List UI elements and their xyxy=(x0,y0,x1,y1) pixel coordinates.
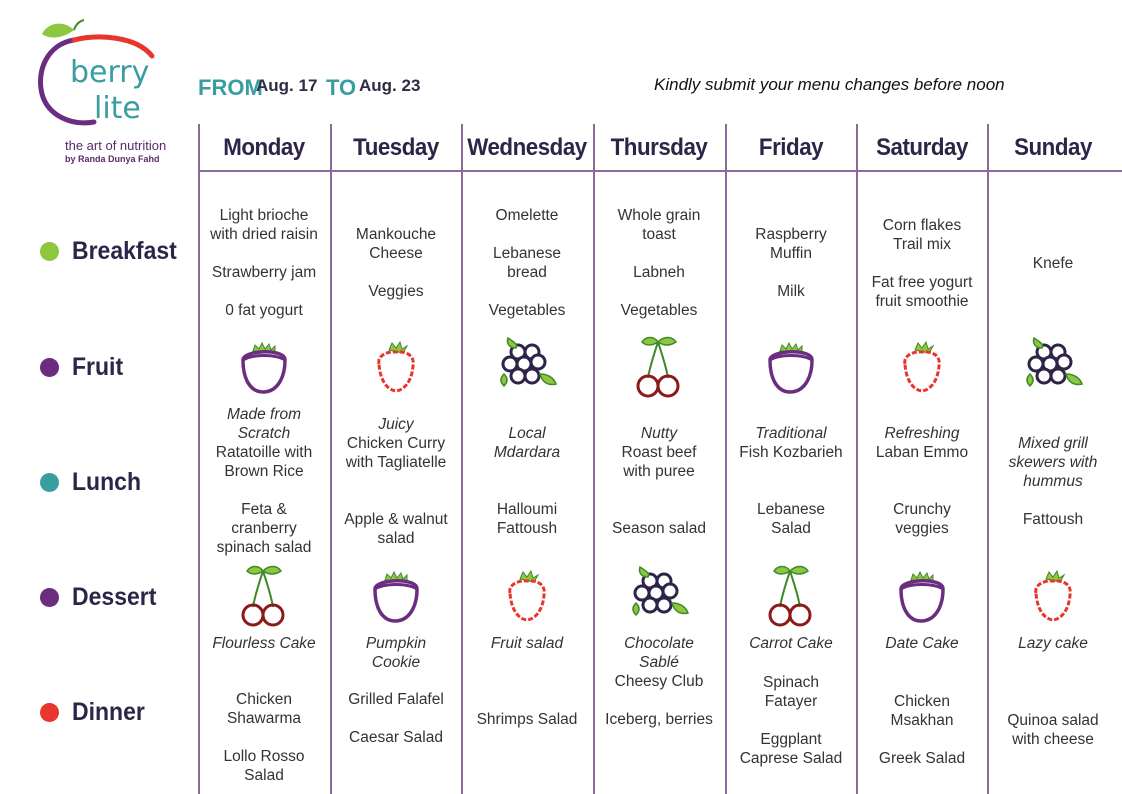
grapes-icon xyxy=(628,563,690,629)
brand-name-line2: lite xyxy=(94,91,141,126)
dessert-cell-wednesday xyxy=(462,634,592,653)
menu-item: Apple & walnut xyxy=(344,511,448,528)
menu-item: salad xyxy=(377,530,415,547)
line-gap xyxy=(594,691,724,710)
meal-dot xyxy=(40,358,59,377)
lunch-cell-friday xyxy=(726,424,856,538)
menu-item: fruit smoothie xyxy=(875,293,969,310)
line-gap xyxy=(857,481,987,500)
special-label: skewers with xyxy=(1008,454,1098,471)
menu-item: Raspberry xyxy=(755,226,827,243)
special-label: Mixed grill xyxy=(1018,435,1088,452)
menu-item: Fattoush xyxy=(1022,511,1084,528)
menu-item: Greek Salad xyxy=(878,750,966,767)
from-label: FROM xyxy=(198,75,263,100)
menu-item: Muffin xyxy=(770,245,812,262)
meal-dot xyxy=(40,473,59,492)
line-gap xyxy=(199,244,329,263)
dessert-cell-saturday xyxy=(857,634,987,653)
special-label: Local xyxy=(508,425,546,442)
dinner-cell-tuesday xyxy=(331,690,461,747)
brand-name-line1: berry xyxy=(70,55,150,90)
meal-label-text: Breakfast xyxy=(72,236,177,265)
menu-item: Whole grain xyxy=(617,207,701,224)
special-label: Pumpkin xyxy=(365,635,427,652)
line-gap xyxy=(331,472,461,491)
breakfast-cell-friday xyxy=(726,225,856,301)
menu-item: bread xyxy=(507,264,547,281)
day-header-saturday: Saturday xyxy=(876,134,968,161)
menu-item: Veggies xyxy=(368,283,424,300)
menu-item: Eggplant xyxy=(760,731,822,748)
line-gap xyxy=(199,728,329,747)
menu-item: Chicken xyxy=(236,691,292,708)
menu-item: Halloumi xyxy=(496,501,558,518)
menu-item: Iceberg, berries xyxy=(605,711,713,728)
lunch-cell-thursday xyxy=(594,424,724,538)
line-gap xyxy=(462,462,592,481)
menu-item: cranberry xyxy=(231,520,297,537)
menu-item: Grilled Falafel xyxy=(348,691,444,708)
menu-item: Shrimps Salad xyxy=(476,711,578,728)
special-label: Mdardara xyxy=(493,444,561,461)
line-gap xyxy=(726,481,856,500)
breakfast-cell-wednesday xyxy=(462,206,592,320)
meal-label-fruit xyxy=(40,352,128,382)
menu-item: Trail mix xyxy=(893,236,951,253)
line-gap xyxy=(857,730,987,749)
meal-label-dinner xyxy=(40,697,151,727)
to-date: Aug. 23 xyxy=(359,76,421,95)
menu-item: with cheese xyxy=(1012,731,1094,748)
special-label: Juicy xyxy=(378,416,414,433)
menu-item: Msakhan xyxy=(890,712,954,729)
menu-item: Chicken Curry xyxy=(346,435,446,452)
line-gap xyxy=(331,263,461,282)
dessert-cell-sunday xyxy=(988,634,1118,653)
from-date: Aug. 17 xyxy=(256,76,318,95)
special-label: Carrot Cake xyxy=(749,635,833,652)
meal-label-text: Dinner xyxy=(72,697,145,726)
line-gap xyxy=(594,500,724,519)
dinner-cell-sunday xyxy=(988,711,1118,749)
menu-item: with dried raisin xyxy=(210,226,318,243)
special-label: Lazy cake xyxy=(1018,635,1088,652)
dinner-cell-thursday xyxy=(594,672,724,729)
menu-item: Caesar Salad xyxy=(349,729,443,746)
menu-item: Milk xyxy=(777,283,805,300)
plum-icon xyxy=(233,334,295,400)
line-gap xyxy=(462,481,592,500)
menu-item: Feta & xyxy=(241,501,287,518)
lunch-cell-sunday xyxy=(988,434,1118,529)
menu-item: Fish Kozbarieh xyxy=(739,444,843,461)
menu-item: Brown Rice xyxy=(224,463,304,480)
line-gap xyxy=(199,481,329,500)
dinner-cell-friday xyxy=(726,673,856,768)
breakfast-cell-monday xyxy=(199,206,329,320)
raspberry-icon xyxy=(496,563,558,629)
menu-item: with Tagliatelle xyxy=(345,454,447,471)
line-gap xyxy=(726,462,856,481)
brand-tagline: the art of nutrition xyxy=(65,138,167,153)
line-gap xyxy=(726,263,856,282)
line-gap xyxy=(594,244,724,263)
dessert-cell-monday xyxy=(199,634,329,653)
line-gap xyxy=(199,282,329,301)
menu-item: Knefe xyxy=(1032,255,1074,272)
menu-item: Quinoa salad xyxy=(1007,712,1099,729)
menu-item: Vegetables xyxy=(620,302,698,319)
line-gap xyxy=(594,481,724,500)
day-header-monday: Monday xyxy=(223,134,305,161)
menu-item: Fattoush xyxy=(496,520,558,537)
menu-item: Cheese xyxy=(369,245,423,262)
lunch-cell-wednesday xyxy=(462,424,592,538)
menu-item: toast xyxy=(642,226,676,243)
meal-dot xyxy=(40,703,59,722)
meal-dot xyxy=(40,242,59,261)
brand-byline: by Randa Dunya Fahd xyxy=(65,154,160,164)
lunch-cell-monday xyxy=(199,405,329,557)
menu-item: veggies xyxy=(895,520,949,537)
raspberry-icon xyxy=(1022,563,1084,629)
menu-item: Ratatoille with xyxy=(215,444,313,461)
menu-item: Lollo Rosso xyxy=(223,748,305,765)
menu-item: Chicken xyxy=(894,693,950,710)
dinner-cell-wednesday xyxy=(462,710,592,729)
special-label: hummus xyxy=(1023,473,1083,490)
cherries-icon xyxy=(233,563,295,629)
special-label: Nutty xyxy=(640,425,678,442)
grapes-icon xyxy=(496,334,558,400)
day-header-thursday: Thursday xyxy=(610,134,708,161)
to-label: TO xyxy=(326,75,357,100)
line-gap xyxy=(594,282,724,301)
dinner-cell-saturday xyxy=(857,692,987,768)
menu-item: Light brioche xyxy=(219,207,309,224)
day-header-wednesday: Wednesday xyxy=(467,134,587,161)
special-label: Cookie xyxy=(371,654,421,671)
day-header-tuesday: Tuesday xyxy=(353,134,439,161)
grapes-icon xyxy=(1022,334,1084,400)
special-label: Chocolate xyxy=(624,635,694,652)
plum-icon xyxy=(891,563,953,629)
menu-item: Corn flakes xyxy=(882,217,962,234)
menu-item: Lebanese xyxy=(756,501,826,518)
menu-item: Fatayer xyxy=(764,693,818,710)
dinner-cell-monday xyxy=(199,690,329,785)
meal-label-lunch xyxy=(40,467,147,497)
menu-item: Spinach xyxy=(762,674,819,691)
line-gap xyxy=(331,491,461,510)
meal-label-text: Dessert xyxy=(72,582,157,611)
special-label: Scratch xyxy=(237,425,291,442)
breakfast-cell-tuesday xyxy=(331,225,461,301)
menu-item: Salad xyxy=(771,520,811,537)
menu-item: Cheesy Club xyxy=(614,673,704,690)
special-label: Flourless Cake xyxy=(212,635,316,652)
dessert-cell-tuesday xyxy=(331,634,461,672)
breakfast-cell-sunday xyxy=(988,254,1118,273)
dessert-cell-thursday xyxy=(594,634,724,672)
special-label: Made from xyxy=(226,406,302,423)
menu-item: Season salad xyxy=(612,520,706,537)
menu-item: with puree xyxy=(623,463,695,480)
menu-item: Vegetables xyxy=(488,302,566,319)
raspberry-icon xyxy=(365,334,427,400)
menu-item: Shawarma xyxy=(226,710,302,727)
meal-label-text: Fruit xyxy=(72,352,124,381)
menu-item: Caprese Salad xyxy=(739,750,843,767)
menu-item: Laban Emmo xyxy=(875,444,969,461)
day-header-friday: Friday xyxy=(758,134,824,161)
menu-item: Labneh xyxy=(633,264,685,281)
line-gap xyxy=(988,491,1118,510)
lunch-cell-saturday xyxy=(857,424,987,538)
special-label: Traditional xyxy=(755,425,827,442)
raspberry-icon xyxy=(891,334,953,400)
menu-item: Lebanese xyxy=(492,245,562,262)
day-header-sunday: Sunday xyxy=(1014,134,1092,161)
menu-item: Omelette xyxy=(495,207,559,224)
line-gap xyxy=(857,254,987,273)
menu-item: 0 fat yogurt xyxy=(225,302,303,319)
menu-item: Salad xyxy=(244,767,284,784)
lunch-cell-tuesday xyxy=(331,415,461,548)
line-gap xyxy=(462,225,592,244)
line-gap xyxy=(726,711,856,730)
menu-change-notice: Kindly submit your menu changes before noon xyxy=(654,75,1005,94)
cherries-icon xyxy=(628,334,690,400)
special-label: Refreshing xyxy=(884,425,960,442)
meal-label-dessert xyxy=(40,582,164,612)
menu-item: Mankouche xyxy=(355,226,437,243)
meal-label-text: Lunch xyxy=(72,467,141,496)
meal-label-breakfast xyxy=(40,236,186,266)
breakfast-cell-thursday xyxy=(594,206,724,320)
plum-icon xyxy=(760,334,822,400)
menu-item: spinach salad xyxy=(216,539,312,556)
breakfast-cell-saturday xyxy=(857,216,987,311)
menu-item: Roast beef xyxy=(621,444,697,461)
dessert-cell-friday xyxy=(726,634,856,653)
special-label: Date Cake xyxy=(885,635,959,652)
special-label: Sablé xyxy=(639,654,679,671)
menu-item: Crunchy xyxy=(893,501,951,518)
menu-item: Strawberry jam xyxy=(211,264,317,281)
header-divider xyxy=(198,170,1122,172)
menu-item: Fat free yogurt xyxy=(871,274,973,291)
meal-dot xyxy=(40,588,59,607)
plum-icon xyxy=(365,563,427,629)
line-gap xyxy=(857,462,987,481)
cherries-icon xyxy=(760,563,822,629)
line-gap xyxy=(331,709,461,728)
line-gap xyxy=(462,282,592,301)
special-label: Fruit salad xyxy=(490,635,564,652)
